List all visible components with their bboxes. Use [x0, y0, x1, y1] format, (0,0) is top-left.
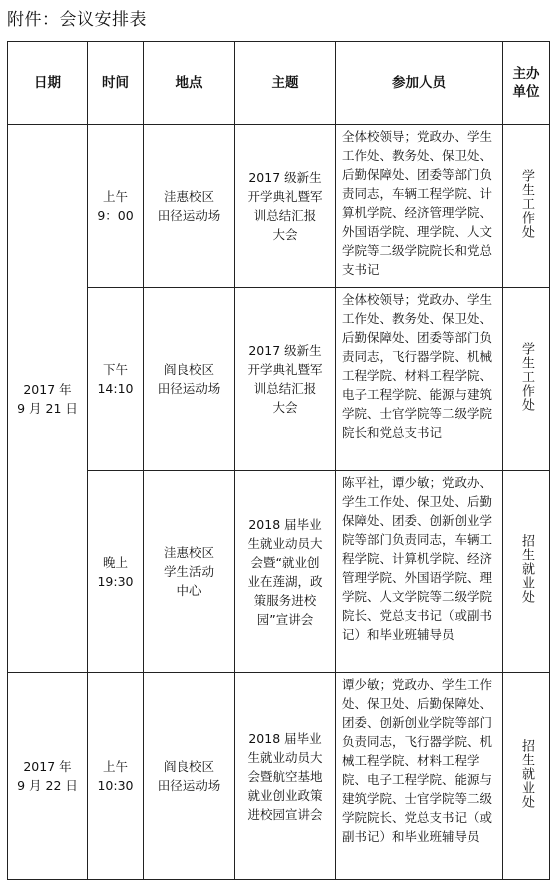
location-line: 洼惠校区 [163, 189, 214, 204]
date-year: 2017 年 [23, 759, 72, 774]
time-cell [88, 673, 144, 880]
header-row [8, 42, 550, 125]
table-row [8, 288, 550, 471]
participants-cell: 谭少敏；党政办、学生工作处、保卫处、后勤保障处、团委、创新创业学院等部门负责同志，飞行器学院、机械工程学院、材料工程学院、电子工程学院、能源与建筑学院、士官学院等二级学院院长、党总支书记（或副书记）和毕业班辅导员 [336, 673, 503, 880]
table-row [8, 673, 550, 880]
document-title: 附件：会议安排表 [7, 10, 147, 30]
topic-cell [235, 125, 336, 288]
topic-line: 训总结汇报 [253, 381, 317, 396]
topic-line: 业在莲湖，政 [247, 573, 323, 589]
topic-line: 2017 级新生 [248, 170, 322, 185]
topic-line: 大会 [272, 227, 298, 242]
header-organizer [503, 42, 550, 125]
meeting-schedule-table [7, 41, 550, 880]
time-cell [88, 471, 144, 673]
date-cell [8, 125, 88, 673]
organizer-cell [503, 125, 550, 288]
location-line: 田径运动场 [157, 778, 221, 793]
header-organizer-line1: 主办 [512, 65, 540, 82]
topic-cell [235, 471, 336, 673]
participants-cell: 全体校领导；党政办、学生工作处、教务处、保卫处、后勤保障处、团委等部门负责同志，车辆工程学院、计算机学院、经济管理学院、外国语学院、理学院、人文学院等二级学院院长和党总支书记 [336, 125, 503, 288]
organizer-text: 学生工作处 [519, 341, 534, 412]
location-line: 田径运动场 [157, 381, 221, 396]
topic-line: 开学典礼暨军 [247, 189, 323, 204]
time-cell [88, 288, 144, 471]
topic-line: 大会 [272, 400, 298, 415]
time-period: 下午 [102, 362, 128, 377]
topic-line: 2018 届毕业 [248, 516, 322, 532]
topic-line: 2017 级新生 [248, 343, 322, 358]
topic-line: 会暨“就业创 [250, 554, 320, 570]
header-participants: 参加人员 [336, 42, 503, 125]
location-cell [144, 125, 235, 288]
date-day: 9 月 22 日 [17, 778, 78, 793]
organizer-cell [503, 288, 550, 471]
table-row [8, 471, 550, 673]
date-cell [8, 673, 88, 880]
topic-line: 进校园宣讲会 [247, 806, 323, 822]
time-clock: 9：00 [97, 208, 134, 223]
time-period: 晚上 [102, 554, 128, 570]
time-clock: 10:30 [97, 778, 134, 793]
location-line: 阎良校区 [163, 759, 214, 774]
time-cell [88, 125, 144, 288]
location-cell [144, 288, 235, 471]
topic-line: 2018 届毕业 [248, 730, 322, 746]
organizer-text: 招生就业处 [519, 534, 534, 604]
time-period: 上午 [102, 189, 128, 204]
topic-line: 会暨航空基地 [247, 768, 323, 784]
table-row [8, 125, 550, 288]
time-clock: 19:30 [97, 573, 134, 589]
date-day: 9 月 21 日 [17, 400, 78, 416]
location-cell [144, 471, 235, 673]
time-period: 上午 [102, 759, 128, 774]
participants-cell: 全体校领导；党政办、学生工作处、教务处、保卫处、后勤保障处、团委等部门负责同志，飞行器学院、机械工程学院、材料工程学院、电子工程学院、能源与建筑学院、士官学院等二级学院院长和党总支书记 [336, 288, 503, 471]
location-line: 阎良校区 [163, 362, 214, 377]
location-cell [144, 673, 235, 880]
organizer-text: 学生工作处 [519, 168, 534, 239]
location-line: 中心 [176, 583, 202, 598]
location-line: 学生活动 [163, 564, 214, 579]
date-year: 2017 年 [23, 381, 72, 397]
topic-cell [235, 288, 336, 471]
header-date: 日期 [8, 42, 88, 125]
topic-line: 生就业动员大 [247, 749, 323, 765]
organizer-cell [503, 673, 550, 880]
header-organizer-line2: 单位 [512, 83, 540, 100]
topic-line: 园”宣讲会 [256, 611, 314, 627]
topic-line: 策服务进校 [253, 592, 317, 608]
topic-line: 开学典礼暨军 [247, 362, 323, 377]
organizer-cell [503, 471, 550, 673]
topic-line: 生就业动员大 [247, 535, 323, 551]
time-clock: 14:10 [97, 381, 134, 396]
organizer-text: 招生就业处 [519, 738, 534, 809]
participants-cell: 陈平社，谭少敏；党政办、学生工作处、保卫处、后勤保障处、团委、创新创业学院等部门负责同志，车辆工程学院、计算机学院、经济管理学院、外国语学院、理学院、人文学院等二级学院院长、党总支书记（或副书记）和毕业班辅导员 [336, 471, 503, 673]
location-line: 田径运动场 [157, 208, 221, 223]
topic-cell [235, 673, 336, 880]
header-location: 地点 [144, 42, 235, 125]
topic-line: 就业创业政策 [247, 787, 323, 803]
header-topic: 主题 [235, 42, 336, 125]
topic-line: 训总结汇报 [253, 208, 317, 223]
header-time: 时间 [88, 42, 144, 125]
location-line: 洼惠校区 [163, 545, 214, 560]
